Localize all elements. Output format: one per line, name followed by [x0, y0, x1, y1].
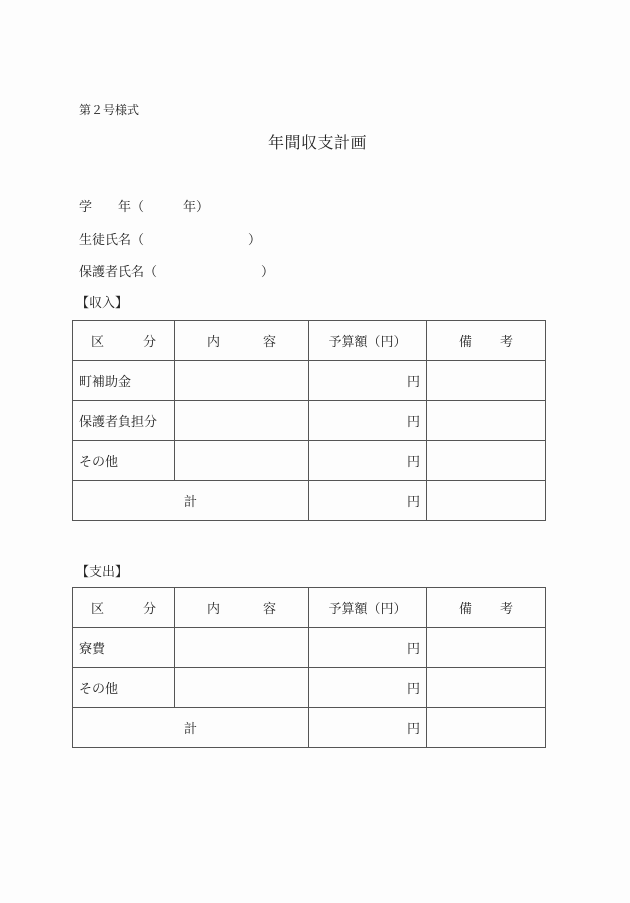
row-label: 寮費: [73, 628, 175, 668]
content-cell[interactable]: [175, 668, 309, 708]
total-row: [73, 708, 546, 748]
document-title: 年間収支計画: [268, 133, 368, 152]
student-name-field[interactable]: 生徒氏名（ ）: [79, 233, 262, 248]
content-cell[interactable]: [175, 361, 309, 401]
income-table: [72, 320, 546, 521]
row-label: 保護者負担分: [73, 401, 175, 441]
remarks-cell[interactable]: [427, 628, 546, 668]
header-category: 区 分: [73, 588, 175, 628]
form-number: 第２号様式: [79, 103, 140, 117]
income-section-label: 【収入】: [76, 296, 129, 311]
amount-cell[interactable]: 円: [309, 441, 427, 481]
table-row: [73, 668, 546, 708]
table-row: [73, 361, 546, 401]
row-label: その他: [73, 668, 175, 708]
row-label: その他: [73, 441, 175, 481]
amount-cell[interactable]: 円: [309, 401, 427, 441]
amount-cell[interactable]: 円: [309, 628, 427, 668]
total-row: [73, 481, 546, 521]
remarks-cell[interactable]: [427, 401, 546, 441]
expense-table: [72, 587, 546, 748]
header-category: 区 分: [73, 321, 175, 361]
header-content: 内 容: [175, 321, 309, 361]
table-row: [73, 401, 546, 441]
table-row: [73, 628, 546, 668]
header-budget: 予算額（円）: [309, 321, 427, 361]
total-amount-cell[interactable]: 円: [309, 708, 427, 748]
content-cell[interactable]: [175, 441, 309, 481]
content-cell[interactable]: [175, 401, 309, 441]
header-budget: 予算額（円）: [309, 588, 427, 628]
table-row: [73, 441, 546, 481]
expense-section-label: 【支出】: [76, 565, 129, 580]
total-remarks-cell[interactable]: [427, 481, 546, 521]
header-remarks: 備 考: [427, 321, 546, 361]
grade-field[interactable]: 学 年（ 年）: [79, 200, 210, 215]
total-label: 計: [73, 481, 309, 521]
remarks-cell[interactable]: [427, 441, 546, 481]
remarks-cell[interactable]: [427, 668, 546, 708]
content-cell[interactable]: [175, 628, 309, 668]
amount-cell[interactable]: 円: [309, 361, 427, 401]
income-header-row: [73, 321, 546, 361]
expense-header-row: [73, 588, 546, 628]
header-remarks: 備 考: [427, 588, 546, 628]
row-label: 町補助金: [73, 361, 175, 401]
header-content: 内 容: [175, 588, 309, 628]
amount-cell[interactable]: 円: [309, 668, 427, 708]
remarks-cell[interactable]: [427, 361, 546, 401]
guardian-name-field[interactable]: 保護者氏名（ ）: [79, 265, 275, 280]
total-remarks-cell[interactable]: [427, 708, 546, 748]
total-label: 計: [73, 708, 309, 748]
total-amount-cell[interactable]: 円: [309, 481, 427, 521]
